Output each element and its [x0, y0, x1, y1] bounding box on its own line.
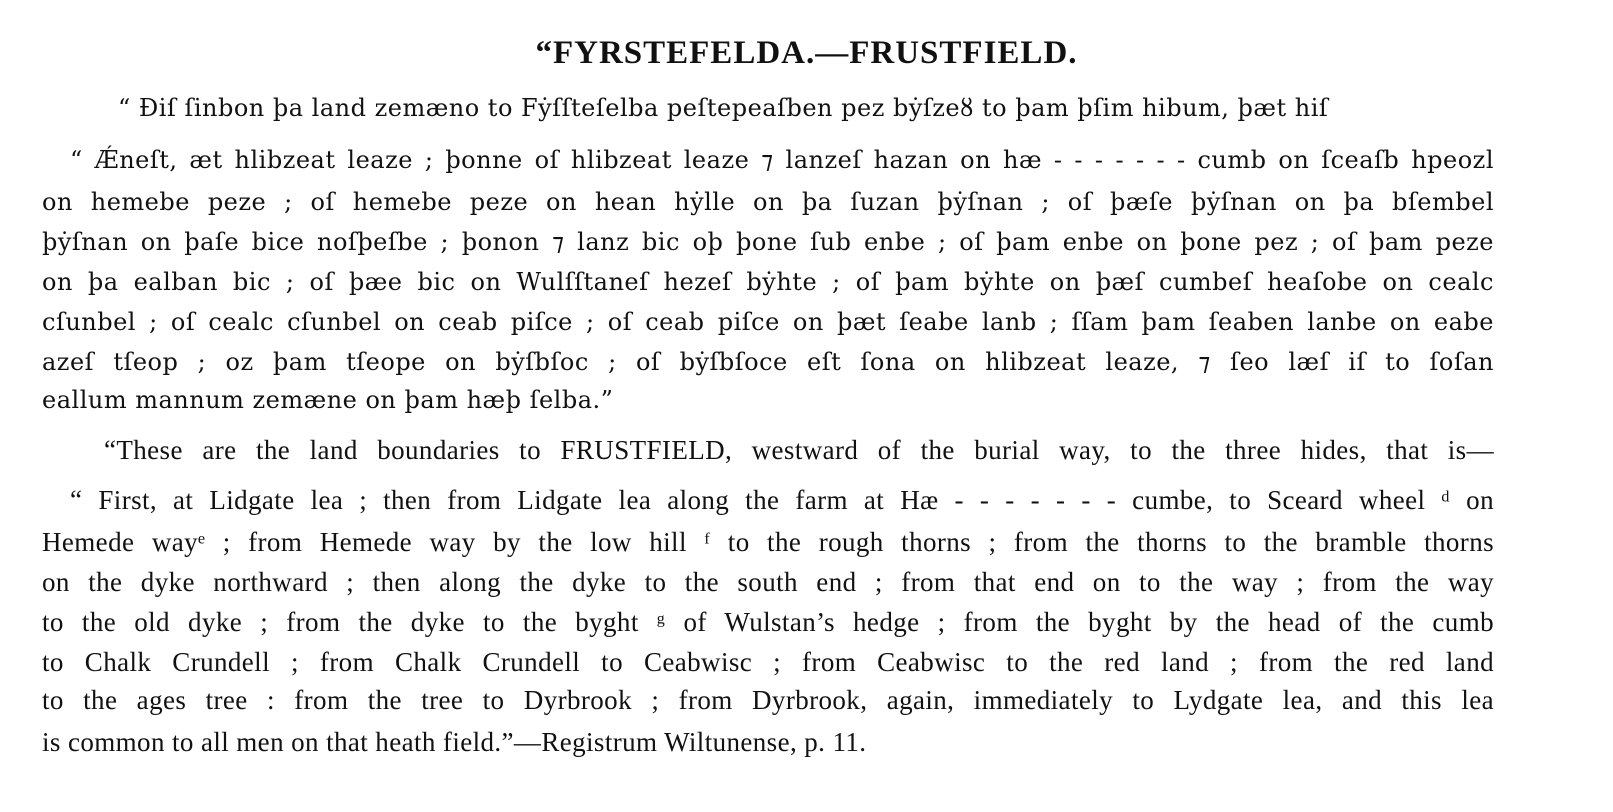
old-english-line-3: on hemebe peze ; oſ hemebe peze on hean hẏlle on þa ſuzan þẏſnan ; oſ þæſe þẏſnan on þa bſembel: [42, 188, 1494, 216]
old-english-line-8: eallum mannum zemæne on þam hæþ ſelba.”: [42, 386, 614, 414]
translation-line-5: to the old dyke ; from the dyke to the byght ᵍ of Wulstan’s hedge ; from the byght by the head of the cumb: [42, 607, 1494, 637]
old-english-line-6: cſunbel ; oſ cealc cſunbel on ceab piſce ; oſ ceab piſce on þæt ſeabe lanb ; ſſam þam ſeaben lanbe on eabe: [42, 308, 1494, 336]
old-english-line-4: þẏſnan on þaſe bice noſþeſbe ; þonon ⁊ lanz bic oþ þone ſub enbe ; oſ þam enbe on þone pez ; oſ þam peze: [42, 228, 1494, 256]
translation-line-2: “ First, at Lidgate lea ; then from Lidgate lea along the farm at Hæ - - - - - - - cumbe, to Sceard wheel ᵈ on: [70, 485, 1494, 515]
translation-line-4: on the dyke northward ; then along the dyke to the south end ; from that end on to the way ; from the way: [42, 567, 1494, 597]
translation-line-6: to Chalk Crundell ; from Chalk Crundell to Ceabwisc ; from Ceabwisc to the red land ; from the red land: [42, 647, 1494, 677]
old-english-line-5: on þa ealban bic ; oſ þæe bic on Wulſſtaneſ hezeſ bẏhte ; oſ þam bẏhte on þæſ cumbeſ heaſobe on cealc: [42, 268, 1494, 296]
translation-line-1: “These are the land boundaries to FRUSTFIELD, westward of the burial way, to the three hides, that is—: [104, 435, 1494, 465]
translation-line-7: to the ages tree : from the tree to Dyrbrook ; from Dyrbrook, again, immediately to Lydgate lea, and this lea: [42, 685, 1494, 715]
old-english-line-2: “ Ǽneſt, æt hlibzeat leaze ; þonne oſ hlibzeat leaze ⁊ lanzeſ hazan on hæ - - - - - - - cumb on ſceaſb hpeozl: [70, 146, 1494, 174]
translation-line-8: is common to all men on that heath field.”—Registrum Wiltunense, p. 11.: [42, 727, 867, 757]
page-title: “FYRSTEFELDA.—FRUSTFIELD.: [535, 35, 1078, 71]
old-english-line-7: azeſ tſeop ; oz þam tſeope on bẏſbſoc ; oſ bẏſbſoce eſt ſona on hlibzeat leaze, ⁊ ſeo læſ iſ to ſoſan: [42, 348, 1494, 376]
translation-line-3: Hemede wayᵉ ; from Hemede way by the low hill ᶠ to the rough thorns ; from the thorns to the bramble thorns: [42, 527, 1494, 557]
old-english-line-1: “ Ðiſ ſinbon þa land zemæno to Fẏſſteſelba peſtepeaſben pez bẏſzeȣ to þam þſim hibum, þæt hiſ: [118, 94, 1329, 122]
